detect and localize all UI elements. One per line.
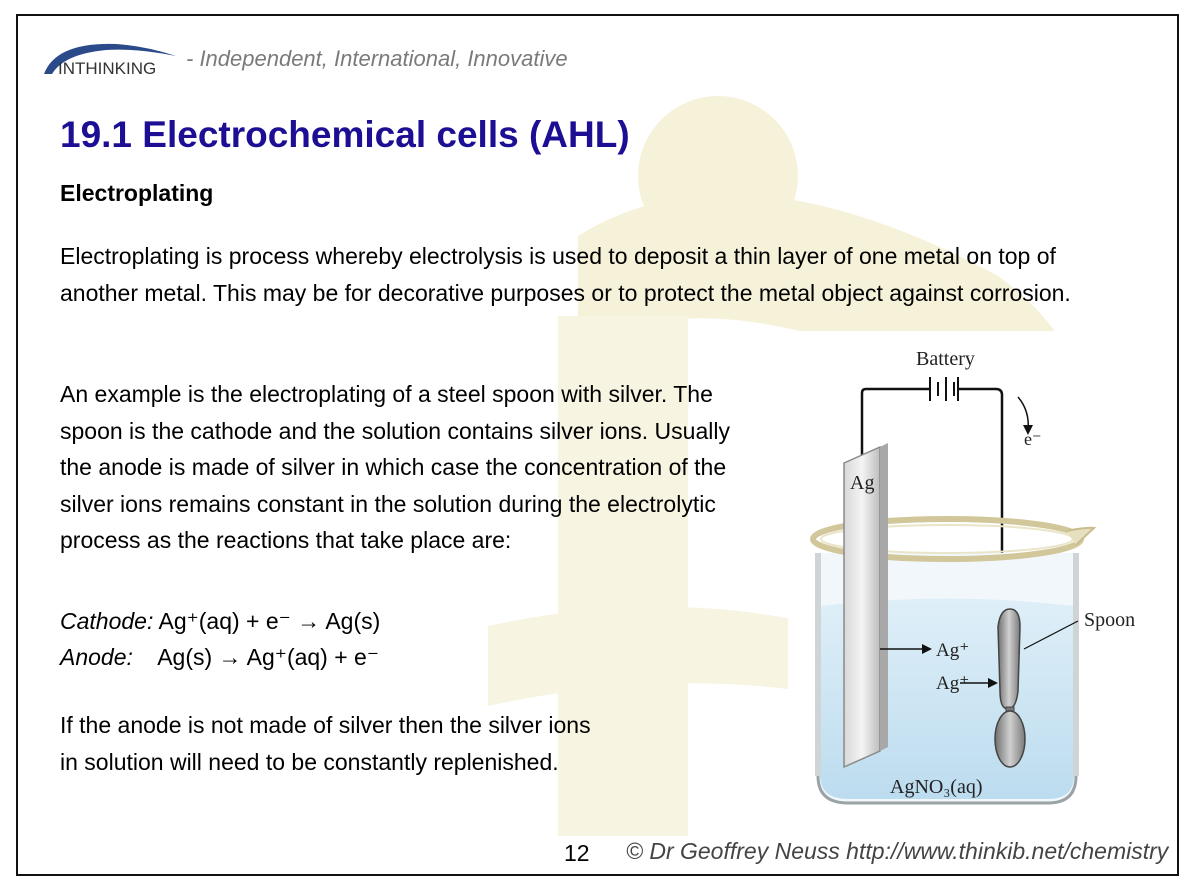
battery-label: Battery [916,348,975,370]
slide [16,14,1179,876]
closing-paragraph: If the anode is not made of silver then the silver ions in solution will need to be constantly replenished. [60,712,591,775]
electron-label: e⁻ [1024,429,1042,449]
tagline: - Independent, International, Innovative [186,46,568,71]
anode-equation [60,644,379,671]
solution-label: AgNO₃(aq) [890,776,983,798]
spoon-label: Spoon [1084,609,1136,631]
example-paragraph: An example is the electroplating of a steel spoon with silver. The spoon is the cathode and the solution contains silver ions. Usually the anode is made of silver in which case the concentration of the silver ions remains constant in the solution during the electrolytic process as the reactions that take place are: [60,381,730,553]
ion-label-2: Ag⁺ [936,673,970,694]
cathode-reaction: Ag⁺(aq) + e⁻ → Ag(s) [158,608,381,634]
electroplating-diagram [788,331,1168,821]
page-title: 19.1 Electrochemical cells (AHL) [60,114,630,155]
cathode-equation [60,608,380,635]
anode-label: Anode: [60,644,133,670]
anode-reaction: Ag(s) → Ag⁺(aq) + e⁻ [157,644,379,670]
ion-label-1: Ag⁺ [936,640,970,661]
inthinking-logo [36,36,186,86]
credit-line: © Dr Geoffrey Neuss http://www.thinkib.net/chemistry [626,838,1169,864]
anode-label: Ag [850,472,875,494]
logo-text: INTHINKING [58,59,157,78]
cathode-label: Cathode: [60,608,154,634]
intro-paragraph: Electroplating is process whereby electrolysis is used to deposit a thin layer of one metal on top of another metal. This may be for decorative purposes or to protect the metal object against corrosion. [60,243,1071,306]
page-number: 12 [564,840,590,866]
section-heading: Electroplating [60,180,214,206]
